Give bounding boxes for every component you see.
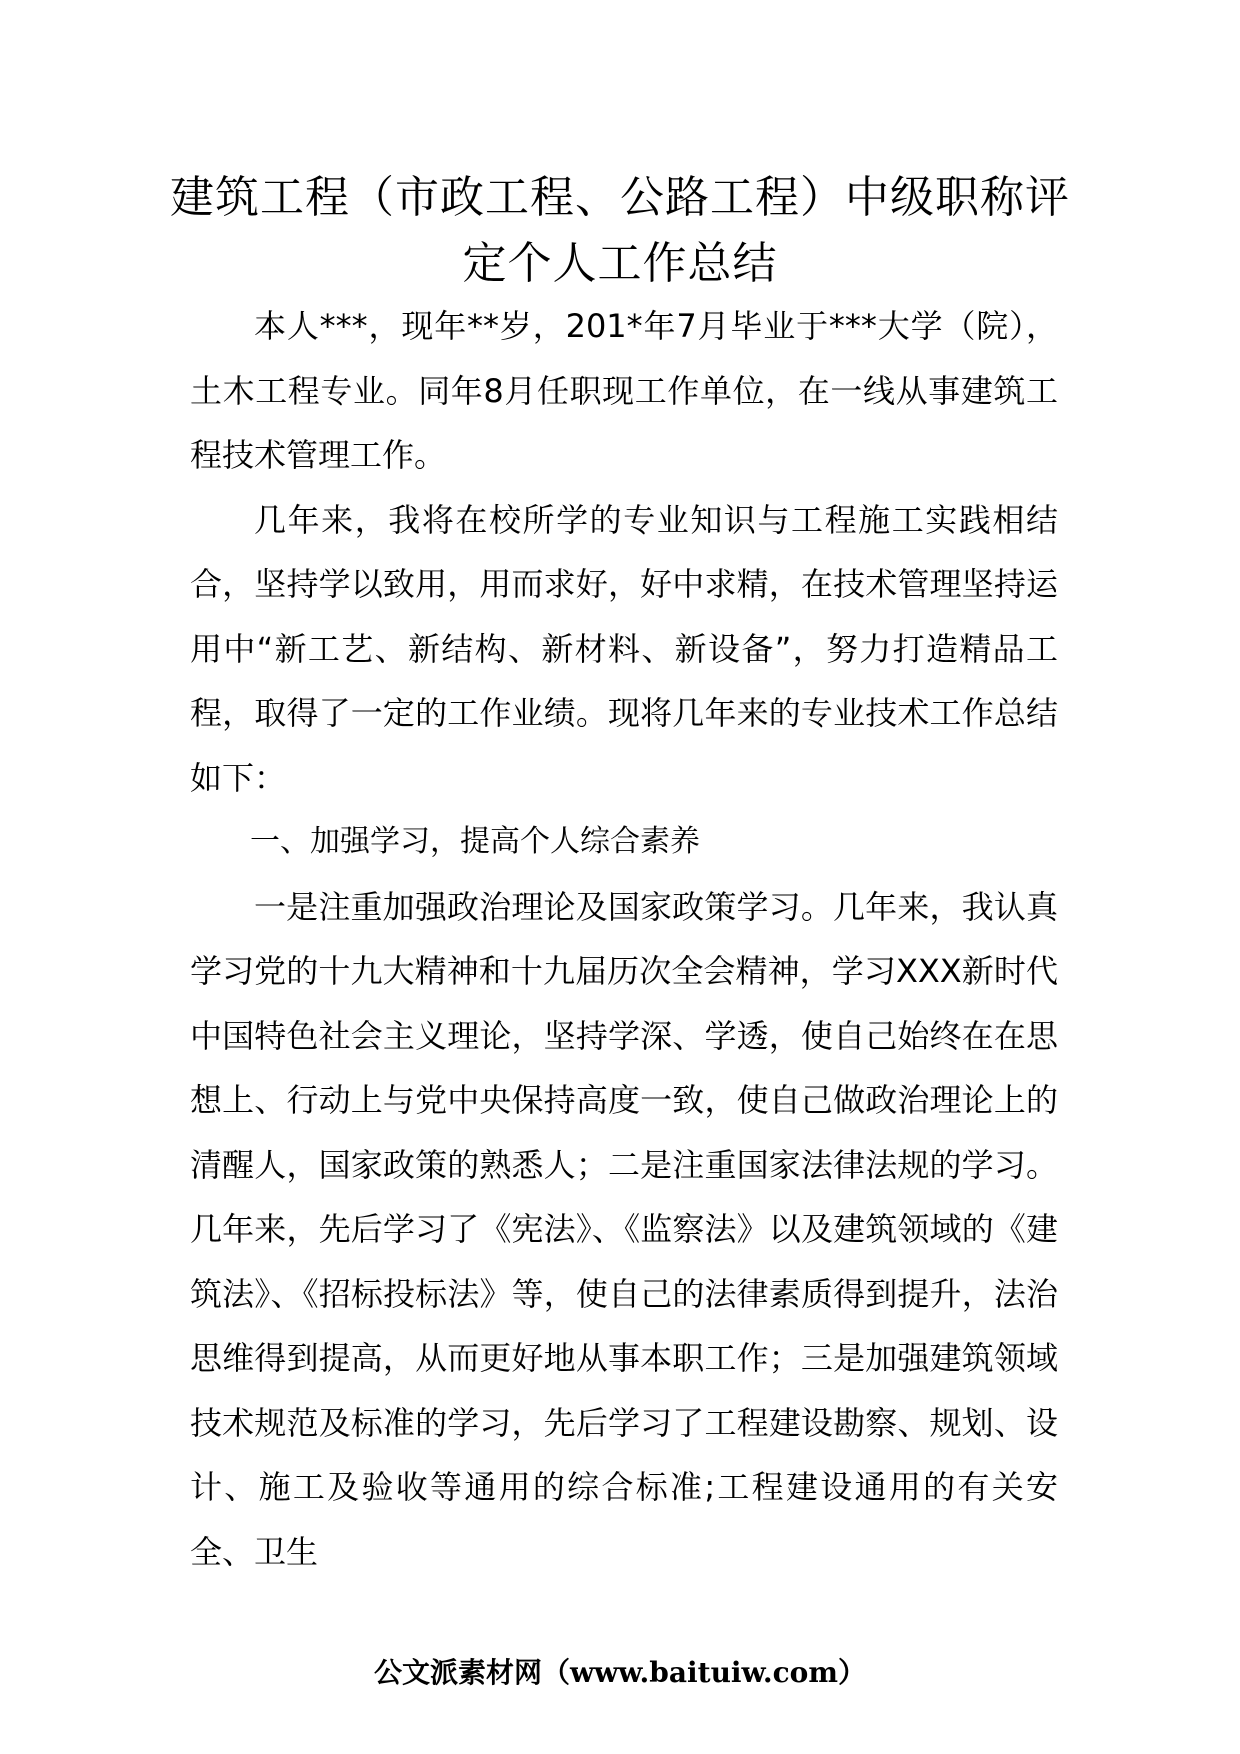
section-paragraph: 一是注重加强政治理论及国家政策学习。几年来，我认真学习党的十九大精神和十九届历次全会精神，学习XXX新时代中国特色社会主义理论，坚持学深、学透，使自己始终在在思想上、行动上与党中央保持高度一致，使自己做政治理论上的清醒人，国家政策的熟悉人；二是注重国家法律法规的学习。几年来，先后学习了《宪法》、《监察法》以及建筑领域的《建筑法》、《招标投标法》等，使自己的法律素质得到提升，法治思维得到提高，从而更好地从事本职工作；三是加强建筑领域技术规范及标准的学习，先后学习了工程建设勘察、规划、设计、施工及验收等通用的综合标准;工程建设通用的有关安全、卫生 bbox=[190, 887, 1058, 1571]
section-heading: 一、加强学习，提高个人综合素养 bbox=[250, 824, 700, 859]
intro-paragraph: 本人***，现年**岁，201*年7月毕业于***大学（院），土木工程专业。同年8月任职现工作单位，在一线从事建筑工程技术管理工作。 bbox=[190, 307, 1058, 474]
summary-paragraph: 几年来，我将在校所学的专业知识与工程施工实践相结合，坚持学以致用，用而求好，好中求精，在技术管理坚持运用中“新工艺、新结构、新材料、新设备”，努力打造精品工程，取得了一定的工作业绩。现将几年来的专业技术工作总结如下： bbox=[190, 500, 1058, 797]
footer-watermark: 公文派素材网（www.baituiw.com） bbox=[374, 1656, 866, 1689]
document-body bbox=[190, 294, 1058, 1584]
document-title: 建筑工程（市政工程、公路工程）中级职称评定个人工作总结 bbox=[170, 172, 1070, 289]
